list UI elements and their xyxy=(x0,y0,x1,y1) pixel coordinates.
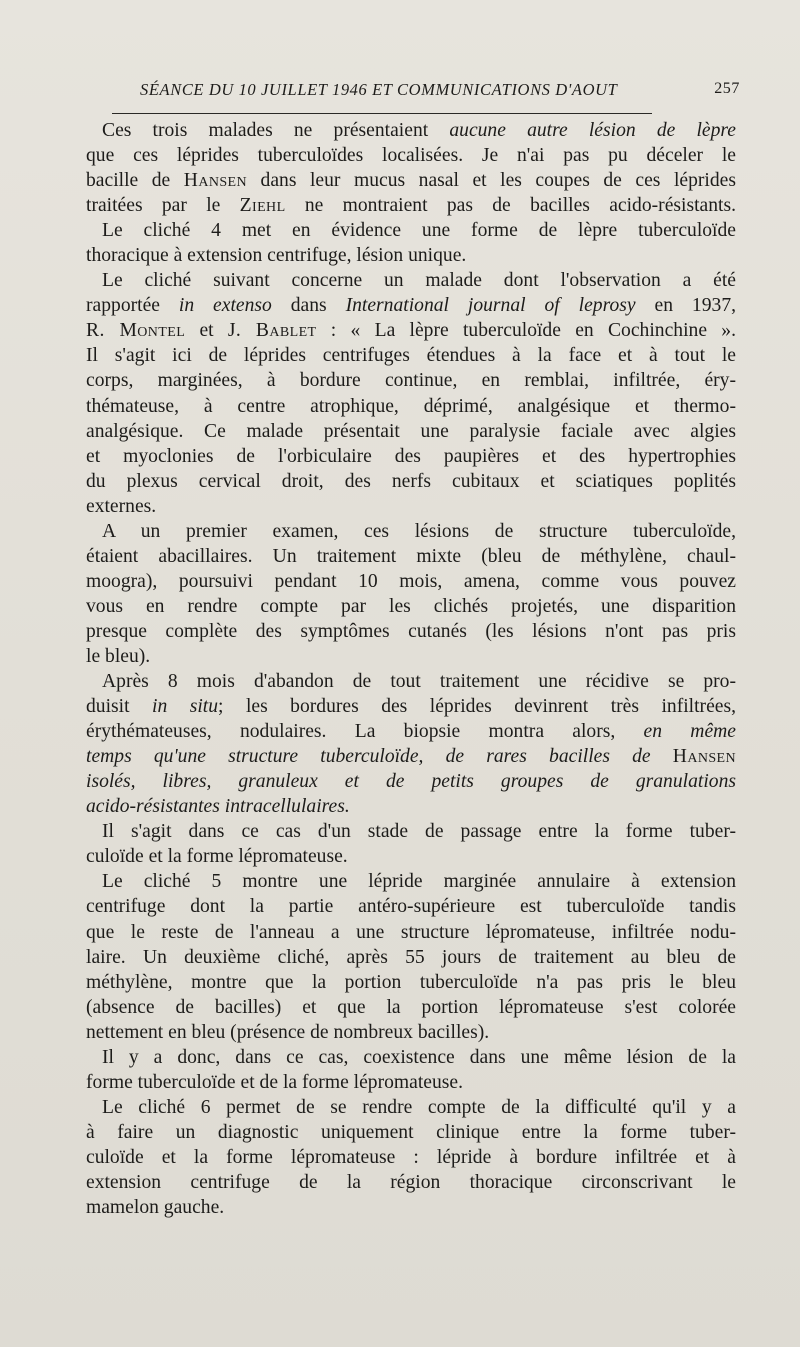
header-rule xyxy=(112,113,652,114)
text-line: Le cliché suivant concerne un malade dont l'observation a été xyxy=(102,270,736,292)
text-line: analgésique. Ce malade présentait une paralysie faciale avec algies xyxy=(86,420,736,442)
text-line: externes. xyxy=(86,495,157,517)
text-line: étaient abacillaires. Un traitement mixte (bleu de méthylène, chaul- xyxy=(86,545,736,567)
text-line: que ces léprides tuberculoïdes localisées. Je n'ai pas pu déceler le xyxy=(86,145,736,167)
text-line: à faire un diagnostic uniquement clinique entre la forme tuber- xyxy=(86,1121,736,1143)
text-line: rapportée in extenso dans International journal of leprosy en 1937, xyxy=(86,295,737,317)
text-line: temps qu'une structure tuberculoïde, de rares bacilles de Hansen xyxy=(86,746,736,768)
text-line: mamelon gauche. xyxy=(86,1197,225,1219)
text-line: Le cliché 4 met en évidence une forme de lèpre tuberculoïde xyxy=(102,220,736,242)
text-line: érythémateuses, nodulaires. La biopsie montra alors, en même xyxy=(86,721,736,743)
text-line: moogra), poursuivi pendant 10 mois, amena, comme vous pouvez xyxy=(86,570,736,592)
text-line: le bleu). xyxy=(86,645,151,667)
text-line: R. Montel et J. Bablet : « La lèpre tuberculoïde en Cochinchine ». xyxy=(86,320,737,342)
text-line: thémateuse, à centre atrophique, déprimé, analgésique et thermo- xyxy=(86,395,736,417)
text-line: Le cliché 6 permet de se rendre compte de la difficulté qu'il y a xyxy=(102,1096,736,1118)
text-line: Le cliché 5 montre une lépride marginée annulaire à extension xyxy=(102,871,736,893)
text-line: bacille de Hansen dans leur mucus nasal et les coupes de ces léprides xyxy=(86,170,736,192)
text-line: traitées par le Ziehl ne montraient pas de bacilles acido-résistants. xyxy=(86,195,736,217)
text-line: vous en rendre compte par les clichés projetés, une disparition xyxy=(86,595,736,617)
text-line: nettement en bleu (présence de nombreux bacilles). xyxy=(86,1021,490,1043)
text-line: Il s'agit ici de léprides centrifuges étendues à la face et à tout le xyxy=(86,345,736,367)
text-line: duisit in situ; les bordures des léprides devinrent très infiltrées, xyxy=(86,696,736,718)
text-line: culoïde et la forme lépromateuse. xyxy=(86,846,348,868)
body-text xyxy=(86,118,736,1220)
text-line: thoracique à extension centrifuge, lésion unique. xyxy=(86,245,467,267)
text-line: acido-résistantes intracellulaires. xyxy=(86,796,350,818)
text-line: que le reste de l'anneau a une structure lépromateuse, infiltrée nodu- xyxy=(86,921,736,943)
text-line: corps, marginées, à bordure continue, en remblai, infiltrée, éry- xyxy=(86,370,736,392)
page-number: 257 xyxy=(714,80,740,97)
text-line: extension centrifuge de la région thoracique circonscrivant le xyxy=(86,1171,736,1193)
running-title: SÉANCE DU 10 JUILLET 1946 ET COMMUNICATIONS D'AOUT xyxy=(140,80,618,99)
text-line: presque complète des symptômes cutanés (les lésions n'ont pas pris xyxy=(86,620,736,642)
text-line: (absence de bacilles) et que la portion lépromateuse s'est colorée xyxy=(86,996,736,1018)
text-line: isolés, libres, granuleux et de petits groupes de granulations xyxy=(86,771,736,793)
text-line: forme tuberculoïde et de la forme lépromateuse. xyxy=(86,1071,464,1093)
text-line: méthylène, montre que la portion tuberculoïde n'a pas pris le bleu xyxy=(86,971,736,993)
text-line: Après 8 mois d'abandon de tout traitement une récidive se pro- xyxy=(102,671,736,693)
text-line: du plexus cervical droit, des nerfs cubitaux et sciatiques poplités xyxy=(86,470,736,492)
running-header xyxy=(140,80,740,100)
text-line: A un premier examen, ces lésions de structure tuberculoïde, xyxy=(102,520,736,542)
text-line: Ces trois malades ne présentaient aucune autre lésion de lèpre xyxy=(102,120,736,141)
text-line: et myoclonies de l'orbiculaire des paupières et des hypertrophies xyxy=(86,445,736,467)
text-line: centrifuge dont la partie antéro-supérieure est tuberculoïde tandis xyxy=(86,896,736,918)
text-line: culoïde et la forme lépromateuse : lépride à bordure infiltrée et à xyxy=(86,1146,736,1168)
text-line: laire. Un deuxième cliché, après 55 jours de traitement au bleu de xyxy=(86,946,736,968)
text-line: Il s'agit dans ce cas d'un stade de passage entre la forme tuber- xyxy=(102,821,736,843)
text-line: Il y a donc, dans ce cas, coexistence dans une même lésion de la xyxy=(102,1046,736,1068)
